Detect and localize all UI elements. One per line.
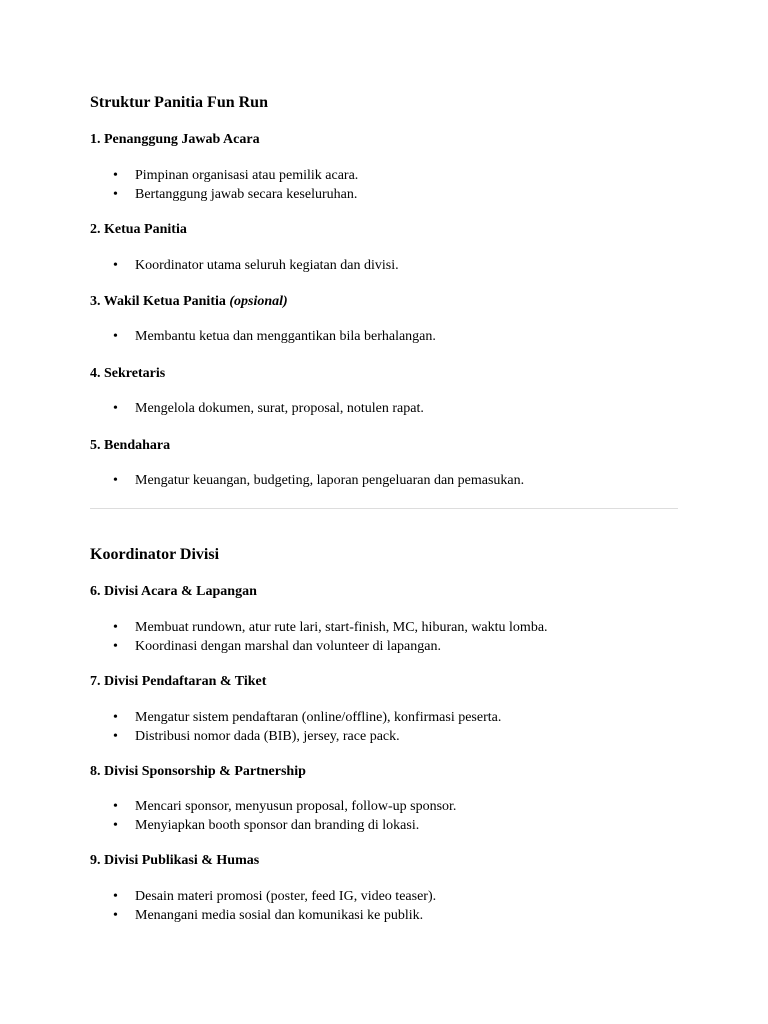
list-item: • Distribusi nomor dada (BIB), jersey, race pack. xyxy=(90,728,501,747)
list-item: • Desain materi promosi (poster, feed IG, video teaser). xyxy=(90,888,436,907)
bullet-icon: • xyxy=(113,728,118,744)
optional-note: (opsional) xyxy=(229,294,288,309)
role-list-2 xyxy=(90,257,399,276)
bullet-icon: • xyxy=(113,889,118,904)
bullet-icon: • xyxy=(113,186,118,202)
division-list-6 xyxy=(90,619,548,656)
list-item: • Mengatur sistem pendaftaran (online/offline), konfirmasi peserta. xyxy=(90,709,501,728)
role-heading-1: 1. Penanggung Jawab Acara xyxy=(90,132,260,147)
bullet-icon: • xyxy=(113,817,118,833)
division-heading-8: 8. Divisi Sponsorship & Partnership xyxy=(90,764,306,779)
bullet-icon: • xyxy=(113,473,118,488)
division-heading-7: 7. Divisi Pendaftaran & Tiket xyxy=(90,674,267,689)
bullet-icon: • xyxy=(113,638,118,654)
section-title-koordinator: Koordinator Divisi xyxy=(90,546,220,563)
bullet-icon: • xyxy=(113,710,118,725)
role-heading-5: 5. Bendahara xyxy=(90,438,171,453)
bullet-icon: • xyxy=(113,401,118,416)
division-list-9 xyxy=(90,888,436,925)
role-heading-4: 4. Sekretaris xyxy=(90,366,166,381)
role-list-1 xyxy=(90,167,358,204)
list-item: • Pimpinan organisasi atau pemilik acara. xyxy=(90,167,358,186)
list-item: • Membuat rundown, atur rute lari, start-finish, MC, hiburan, waktu lomba. xyxy=(90,619,548,638)
list-item: • Koordinator utama seluruh kegiatan dan divisi. xyxy=(90,257,399,276)
bullet-icon: • xyxy=(113,168,118,183)
division-heading-6: 6. Divisi Acara & Lapangan xyxy=(90,584,257,599)
bullet-icon: • xyxy=(113,799,118,814)
list-item: • Mengelola dokumen, surat, proposal, notulen rapat. xyxy=(90,400,424,419)
bullet-icon: • xyxy=(113,258,118,273)
section-title-struktur: Struktur Panitia Fun Run xyxy=(90,94,268,111)
list-item: • Mengatur keuangan, budgeting, laporan pengeluaran dan pemasukan. xyxy=(90,472,524,491)
list-item: • Koordinasi dengan marshal dan volunteer di lapangan. xyxy=(90,638,548,657)
bullet-icon: • xyxy=(113,620,118,635)
role-list-5 xyxy=(90,472,524,491)
role-heading-2: 2. Ketua Panitia xyxy=(90,222,187,237)
list-item: • Mencari sponsor, menyusun proposal, follow-up sponsor. xyxy=(90,798,456,817)
section-divider xyxy=(90,508,678,509)
bullet-icon: • xyxy=(113,907,118,923)
division-list-8 xyxy=(90,798,456,835)
role-heading-3: 3. Wakil Ketua Panitia (opsional) xyxy=(90,294,288,309)
role-list-4 xyxy=(90,400,424,419)
role-list-3 xyxy=(90,328,436,347)
bullet-icon: • xyxy=(113,329,118,344)
division-list-7 xyxy=(90,709,501,746)
division-heading-9: 9. Divisi Publikasi & Humas xyxy=(90,853,260,868)
list-item: • Menangani media sosial dan komunikasi ke publik. xyxy=(90,907,436,926)
list-item: • Membantu ketua dan menggantikan bila berhalangan. xyxy=(90,328,436,347)
list-item: • Bertanggung jawab secara keseluruhan. xyxy=(90,186,358,205)
list-item: • Menyiapkan booth sponsor dan branding di lokasi. xyxy=(90,817,456,836)
